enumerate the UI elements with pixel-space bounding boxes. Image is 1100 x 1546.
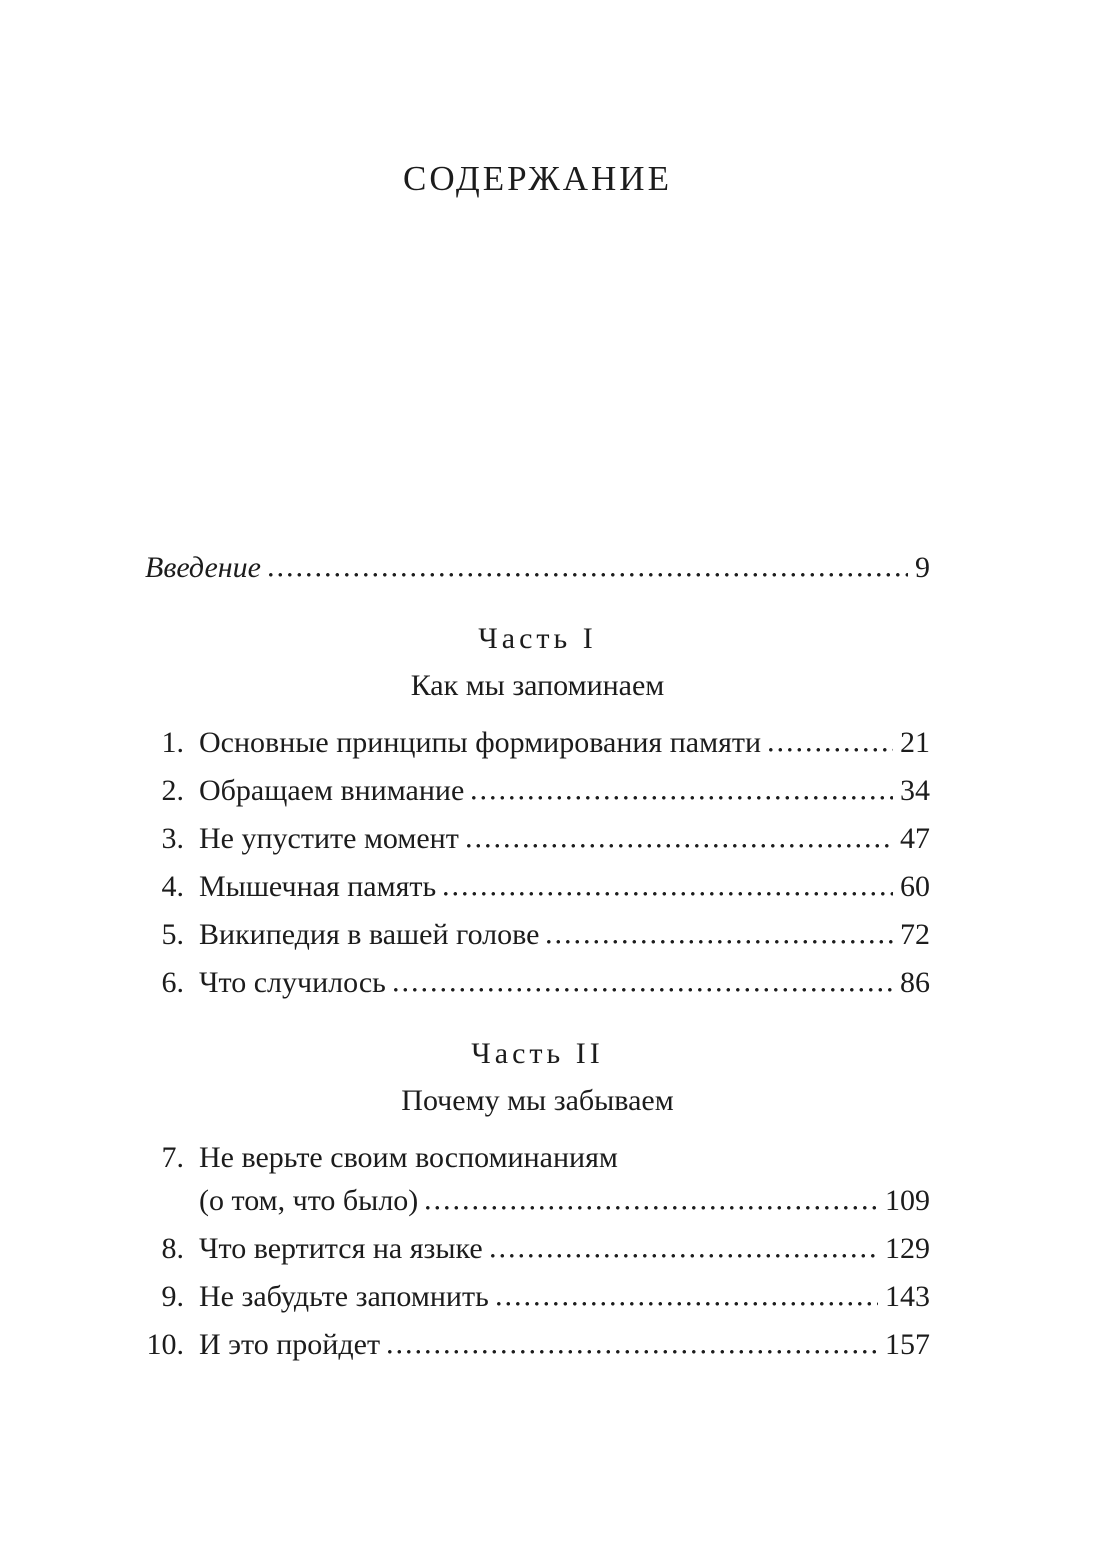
- entry-page-number: 109: [885, 1184, 930, 1217]
- part-2-entries: [145, 1140, 930, 1363]
- toc-part-2: [145, 1035, 930, 1363]
- entry-title: Что случилось: [199, 966, 386, 999]
- toc-entry: [145, 1140, 930, 1219]
- entry-number: 3.: [161, 822, 184, 855]
- dot-leader: [497, 1302, 878, 1306]
- part-heading: Часть I: [478, 622, 597, 655]
- entry-number: 8.: [161, 1232, 184, 1265]
- entry-page-number: 34: [900, 774, 930, 807]
- part-subtitle: Почему мы забываем: [401, 1084, 674, 1117]
- entry-page-number: 72: [900, 918, 930, 951]
- page-title: СОДЕРЖАНИЕ: [403, 159, 672, 198]
- entry-title: Википедия в вашей голове: [199, 918, 540, 951]
- toc-entry: [145, 917, 930, 953]
- part-heading: Часть II: [471, 1037, 604, 1070]
- entry-title: Не упустите момент: [199, 822, 459, 855]
- entry-number: 6.: [161, 966, 184, 999]
- dot-leader: [444, 892, 893, 896]
- dot-leader: [769, 748, 893, 752]
- toc-page: [145, 0, 930, 1363]
- toc-entry: [145, 1327, 930, 1363]
- entry-page-number: 143: [885, 1280, 930, 1313]
- toc-entry: [145, 1231, 930, 1267]
- dot-leader: [467, 844, 893, 848]
- entry-page-number: 21: [900, 726, 930, 759]
- part-subtitle: Как мы запоминаем: [410, 669, 665, 702]
- entry-title: И это пройдет: [199, 1328, 381, 1361]
- entry-title: Не верьте своим воспоминаниям: [199, 1141, 618, 1174]
- entry-page-number: 157: [885, 1328, 930, 1361]
- entry-number: 5.: [161, 918, 184, 951]
- part-1-entries: [145, 725, 930, 1001]
- entry-number: 7.: [161, 1141, 184, 1174]
- entry-title: Основные принципы формирования памяти: [199, 726, 762, 759]
- entry-page-number: 129: [885, 1232, 930, 1265]
- entry-page-number: 60: [900, 870, 930, 903]
- dot-leader: [491, 1254, 878, 1258]
- intro-label: Введение: [145, 551, 261, 584]
- dot-leader: [269, 573, 908, 577]
- entry-line-2: [145, 1183, 930, 1219]
- toc-entry: [145, 1279, 930, 1315]
- dot-leader: [472, 796, 893, 800]
- dot-leader: [547, 940, 893, 944]
- toc-entry: [145, 821, 930, 857]
- toc-intro-row: [145, 550, 930, 586]
- entry-number: 9.: [161, 1280, 184, 1313]
- toc-entry: [145, 773, 930, 809]
- entry-title: Обращаем внимание: [199, 774, 465, 807]
- dot-leader: [394, 988, 893, 992]
- entry-page-number: 86: [900, 966, 930, 999]
- entry-number: 2.: [161, 774, 184, 807]
- toc-part-1: [145, 620, 930, 1001]
- toc-entry: [145, 725, 930, 761]
- entry-title: Мышечная память: [199, 870, 437, 903]
- entry-title-line2: (о том, что было): [199, 1184, 419, 1217]
- entry-page-number: 47: [900, 822, 930, 855]
- entry-number: 10.: [146, 1328, 184, 1361]
- toc-entry: [145, 869, 930, 905]
- entry-number: 4.: [161, 870, 184, 903]
- toc-entry: [145, 965, 930, 1001]
- entry-number: 1.: [161, 726, 184, 759]
- dot-leader: [426, 1206, 878, 1210]
- intro-page-number: 9: [915, 551, 930, 584]
- entry-line-1: [145, 1140, 930, 1176]
- dot-leader: [388, 1350, 878, 1354]
- entry-title: Не забудьте запомнить: [199, 1280, 489, 1313]
- entry-title: Что вертится на языке: [199, 1232, 483, 1265]
